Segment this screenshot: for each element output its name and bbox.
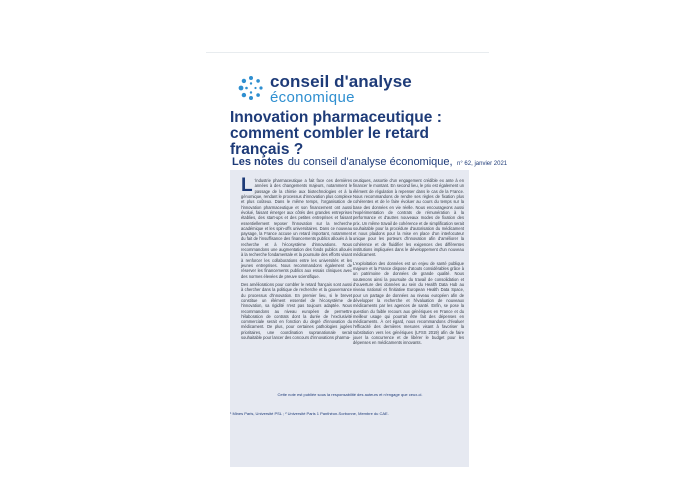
page-title: Innovation pharmaceutique : comment combler le retard français ? [230, 109, 442, 158]
abstract-paragraph: L 'industrie pharmaceutique a fait face ces dernières années à des changements majeurs, notamment le passage de la chimie aux biotechnologies et à la génomique, rendant le processus d'innovation plus complexe et plus coûteux. Dans le même temps, l'organisation de l'innovation pharmaceutique et son financement ont aussi évolué, faisant émerger aux côtés des grandes entreprises établies, des start-ups et des petites entreprises et faisant essentiellement reposer l'innovation sur la recherche académique et les spin-offs universitaires. Dans ce nouveau paysage, la France accuse un retard important, notamment du fait de l'insuffisance des financements publics alloués à la recherche et à l'écosystème d'innovations. Nous recommandons une augmentation des fonds publics alloués à la recherche fondamentale et la poursuite des efforts visant à renforcer les collaborations entre les universités et les jeunes entreprises. Nous recommandons également de réserver les financements publics aux essais cliniques avec des normes élevées de preuve scientifique. [241, 175, 352, 279]
cae-logo [236, 72, 412, 107]
abstract-column-left [241, 175, 352, 343]
abstract-paragraph: Des améliorations pour combler le retard français sont aussi à chercher dans la politique de recherche et la gouvernance du processus d'innovation. En premier lieu, si le brevet constitue un élément essentiel de l'écosystème de l'innovation, sa rigidité n'est pas toujours adaptée. Nous recommandons au niveau européen de permettre l'élaboration de contrats dont la durée de l'exclusivité commerciale serait en fonction du degré d'innovation du médicament. De plus, pour certaines pathologies jugées prioritaires, une coordination supranationale serait souhaitable pour lancer des concours d'innovations pharma- [241, 281, 352, 341]
brand-name-line2: économique [270, 89, 355, 106]
abstract-paragraph: L'exploitation des données est un enjeu de santé publique majeure et la France dispose d'atouts considérables grâce à un patrimoine de données de grande qualité. Nous soutenons ainsi la poursuite du travail de consolidation et d'ouverture des données au sein du Health Data Hub au niveau national et l'initiative European Health Data Space, pour un partage de données au niveau européen afin de développer la recherche et l'évaluation de nouveaux médicaments par les agences de santé. Enfin, se pose la question du faible recours aux génériques en France et du meilleur usage qui pourrait être fait des dépenses en médicaments. À cet égard, nous recommandons d'évaluer l'efficacité des dernières mesures visant à favoriser la substitution vers les génériques (LFSS 2019) afin de faire jouer la concurrence et de libérer le budget pour les dépenses en médicaments innovants. [353, 260, 464, 346]
drop-cap: L [241, 175, 253, 196]
series-rest: du conseil d'analyse économique, [287, 156, 453, 168]
series-bold: Les notes [232, 156, 284, 168]
abstract-column-right [353, 178, 464, 349]
author-affiliations: ¹ Mines Paris, Université PSL ; ² Université Paris 1 Panthéon-Sorbonne, Membre du CAE. [230, 411, 389, 416]
abstract-paragraph: ceutiques, assortie d'un engagement crédible ex ante à en financer le montant. En second lieu, le prix est également un élément de régulation à repenser dans le cas de la France. Nous recommandons de rendre ses règles de fixation plus cohérentes et de le faire évoluer au cours du temps sur la base des données en vie réelle. Nous encourageons aussi l'expérimentation de contrats de rémunération à la performance et d'autres nouveaux modes de fixation des prix. Un même travail de cohérence et de simplification serait souhaitable pour la procédure d'autorisation du médicament et nous plaidons pour la mise en place d'un interlocuteur unique pour les porteurs d'innovation afin d'améliorer la cohérence et de fluidifier les exigences des différentes institutions impliquées dans le développement d'un nouveau médicament. [353, 178, 464, 258]
issue-info: n° 62, janvier 2021 [457, 161, 508, 167]
disclaimer-note: Cette note est publiée sous la responsabilité des auteurs et n'engage que ceux-ci. [277, 392, 423, 397]
series-line [232, 152, 507, 170]
top-divider [206, 52, 489, 53]
brand-name-line1: conseil d'analyse [270, 72, 412, 91]
abstract-box [230, 170, 469, 467]
dotted-circle-logo-icon [236, 73, 266, 103]
